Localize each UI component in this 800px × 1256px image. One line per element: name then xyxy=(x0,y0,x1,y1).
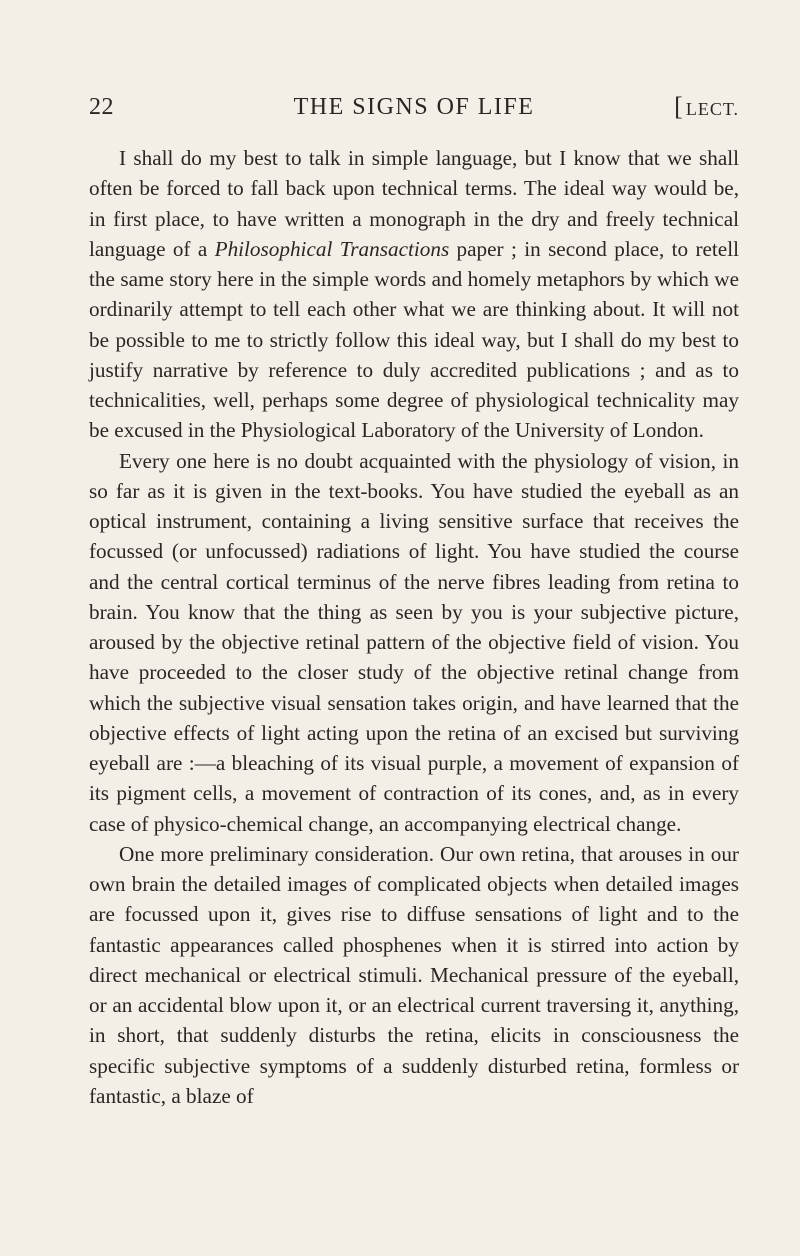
running-head xyxy=(89,92,739,122)
paragraph-1-text-a: I shall do my best to talk in simple language, but I know that we shall often be forced to fall back upon technical terms. The ideal way would be, in first place, to have written a monograph in the dry and freely technical language of a xyxy=(89,146,739,261)
body-text xyxy=(89,143,739,1111)
paragraph-1 xyxy=(89,143,739,446)
paragraph-2: Every one here is no doubt acquainted with the physiology of vision, in so far as it is given in the text-books. You have studied the eyeball as an optical instrument, containing a living sensitive surface that receives the focussed (or unfocussed) radiations of light. You have studied the course and the central cortical terminus of the nerve fibres leading from retina to brain. You know that the thing as seen by you is your subjective picture, aroused by the objective retinal pattern of the objective field of vision. You have proceeded to the closer study of the objective retinal change from which the subjective visual sensation takes origin, and have learned that the objective effects of light acting upon the retina of an excised but surviving eyeball are :—a bleaching of its visual purple, a movement of expansion of its pigment cells, a movement of contraction of its cones, and, as in every case of physico-chemical change, an accompanying electrical change. xyxy=(89,448,739,836)
section-bracket: [ xyxy=(674,92,684,121)
section-label: LECT. xyxy=(685,99,739,119)
paragraph-3: One more preliminary consideration. Our own retina, that arouses in our own brain the detailed images of complicated objects when detailed images are focussed upon it, gives rise to diffuse sensations of light and to the fantastic appearances called phosphenes when it is stirred into action by direct mechanical or electrical stimuli. Mechanical pressure of the eyeball, or an accidental blow upon it, or an electrical current traversing it, anything, in short, that suddenly disturbs the retina, elicits in consciousness the specific subjective symptoms of a suddenly disturbed retina, formless or fantastic, a blaze of xyxy=(89,841,739,1108)
journal-title: Philosophical Transactions xyxy=(214,236,450,261)
paragraph-1-text-b: paper ; in second place, to retell the same story here in the simple words and homely metaphors by which we ordinarily attempt to tell each other what we are thinking about. It will not be possible to me to strictly follow this ideal way, but I shall do my best to justify narrative by reference to duly accredited publications ; and as to technicalities, well, perhaps some degree of physiological technicality may be excused in the Physiological Laboratory of the University of London. xyxy=(89,236,739,443)
running-title: THE SIGNS OF LIFE xyxy=(293,94,535,120)
section-marker xyxy=(674,92,739,124)
page-number: 22 xyxy=(89,94,114,120)
